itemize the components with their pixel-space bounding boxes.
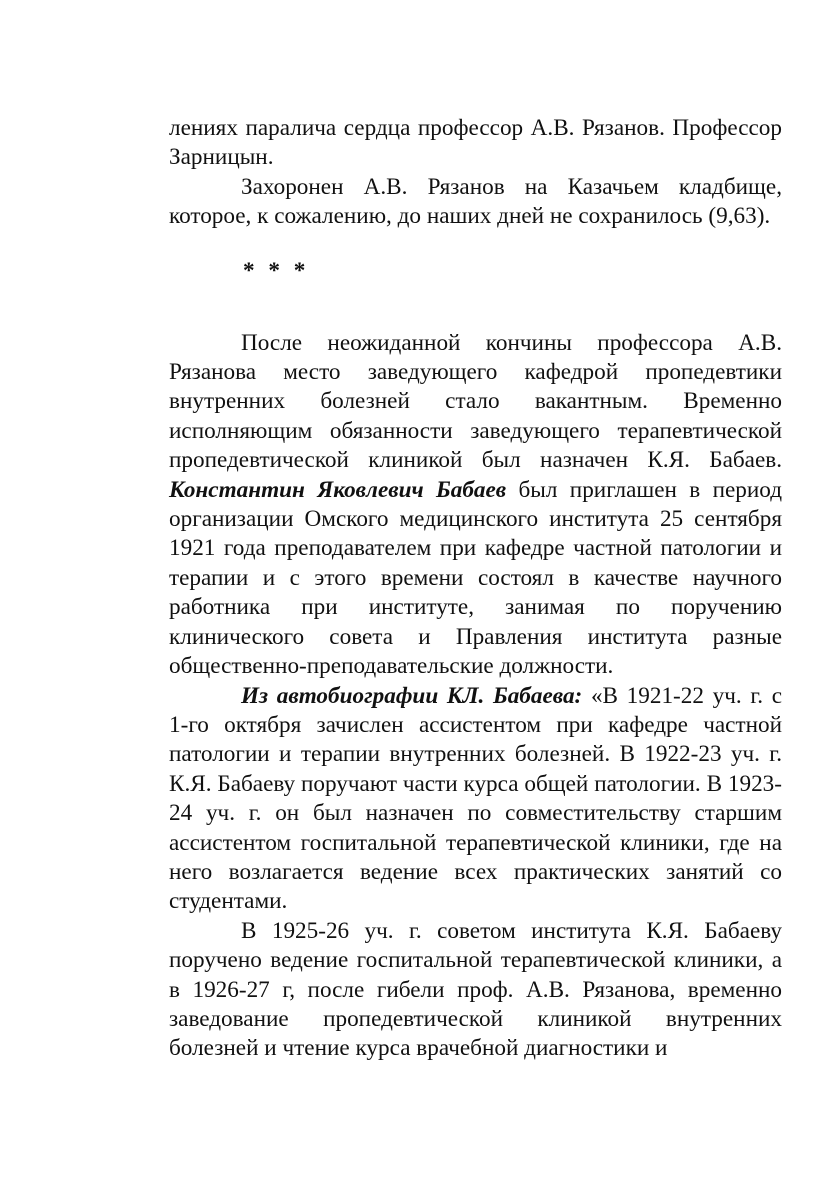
paragraph-1: лениях паралича сердца профессор А.В. Рязанов. Профессор Зарницын. (169, 115, 782, 171)
paragraph-3 (169, 329, 782, 682)
person-name-babaev: Константин Яковлевич Бабаев (169, 476, 507, 503)
section-separator: * * * (243, 257, 310, 284)
paragraph-4 (169, 682, 782, 917)
paragraph-5: В 1925-26 уч. г. советом института К.Я. Бабаеву поручено ведение госпитальной терапевтической клиники, а в 1926-27 г, после гибели проф. А.В. Рязанова, временно заведование пропедевтической клиникой внутренних болезней и чтение курса врачебной диагностики и (169, 917, 782, 1062)
document-page (169, 114, 782, 1064)
spacer (169, 287, 782, 329)
paragraph-2: Захоронен А.В. Рязанов на Казачьем кладбище, которое, к сожалению, до наших дней не сохранилось (9,63). (169, 173, 782, 230)
paragraph-3-text: После неожиданной кончины профессора А.В. Рязанова место заведующего кафедрой пропедевтики внутренних болезней стало вакантным. Временно исполняющим обязанности заведующего терапевтической пропедевтической клиникой был назначен К.Я. Бабаев. (169, 329, 782, 474)
paragraph-4-text: «В 1921-22 уч. г. с 1-го октября зачислен ассистентом при кафедре частной патологии и терапии внутренних болезней. В 1922-23 уч. г. К.Я. Бабаеву поручают части курса общей патологии. В 1923-24 уч. г. он был назначен по совместительству старшим ассистентом госпитальной терапевтической клиники, где на него возлагается ведение всех практических занятий со студентами. (169, 682, 782, 915)
paragraph-3-rest: был приглашен в период организации Омского медицинского института 25 сентября 1921 года преподавателем при кафедре частной патологии и терапии и с этого времени состоял в качестве научного работника при институте, занимая по поручению клинического совета и Правления института разные общественно-преподавательские должности. (169, 476, 782, 680)
spacer (169, 232, 782, 257)
autobiography-heading: Из автобиографии КЛ. Бабаева: (241, 682, 583, 709)
